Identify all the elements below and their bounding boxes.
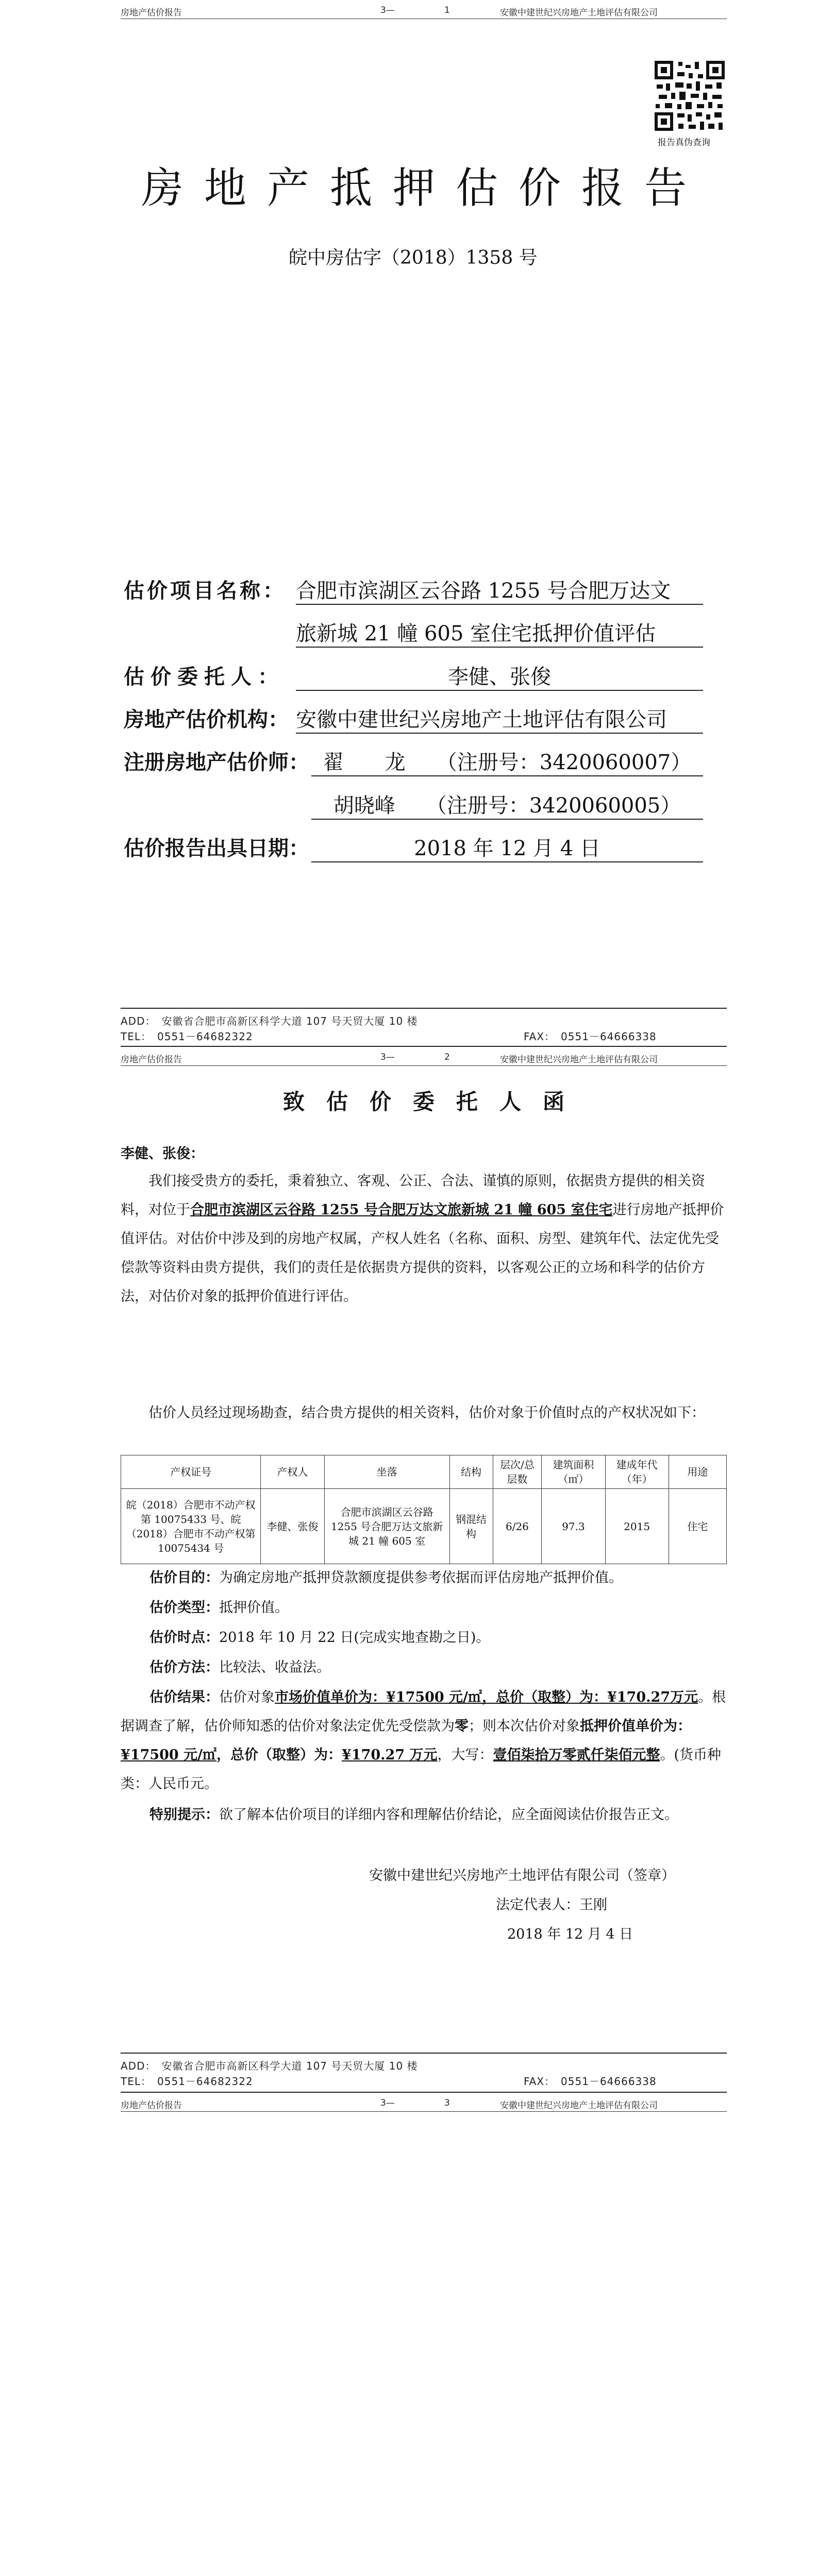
project-line-2: 旅新城 21 幢 605 室住宅抵押价值评估 xyxy=(296,617,703,648)
appraiser-1: 翟 龙 （注册号：3420060007） xyxy=(311,746,703,776)
header-page-num: 3 xyxy=(444,2098,450,2108)
signature-date: 2018 年 12 月 4 日 xyxy=(507,1926,633,1942)
cell-cert-no: 皖（2018）合肥市不动产权第 10075433 号、皖（2018）合肥市不动产权第 10075434 号 xyxy=(121,1489,261,1564)
report-number: 皖中房估字（2018）1358 号 xyxy=(289,247,538,268)
header-page: 3— xyxy=(380,5,395,15)
purpose-row: 估价目的：为确定房地产抵押贷款额度提供参考依据而评估房地产抵押价值。 xyxy=(149,1570,623,1586)
cell-structure: 钢混结构 xyxy=(449,1489,493,1564)
cell-owner: 李健、张俊 xyxy=(261,1489,324,1564)
cell-floor: 6/26 xyxy=(493,1489,542,1564)
date-value: 2018 年 12 月 4 日 xyxy=(311,832,703,862)
header-cell: 产权证号 xyxy=(121,1455,261,1489)
header-left: 房地产估价报告 xyxy=(121,1055,182,1065)
signature-representative: 法定代表人：王刚 xyxy=(496,1897,607,1913)
footer-tel: TEL： 0551－64682322 xyxy=(121,2075,253,2088)
appraiser-2: 胡晓峰 （注册号：3420060005） xyxy=(311,789,703,820)
special-tip: 特别提示：欲了解本估价项目的详细内容和理解估价结论，应全面阅读估价报告正文。 xyxy=(149,1807,678,1823)
header-top-rule xyxy=(121,1046,727,1047)
header-cell: 坐落 xyxy=(324,1455,449,1489)
header-left: 房地产估价报告 xyxy=(121,2100,182,2111)
table-header-row xyxy=(121,1455,727,1489)
header-right: 安徽中建世纪兴房地产土地评估有限公司 xyxy=(500,2100,658,2111)
cell-usage: 住宅 xyxy=(669,1489,726,1564)
header-top-rule xyxy=(121,2092,727,2093)
method-row: 估价方法：比较法、收益法。 xyxy=(149,1659,330,1675)
footer-rule xyxy=(121,1008,727,1009)
header-cell: 结构 xyxy=(449,1455,493,1489)
header-right: 安徽中建世纪兴房地产土地评估有限公司 xyxy=(500,1055,658,1065)
footer-address: ADD： 安徽省合肥市高新区科学大道 107 号天贸大厦 10 楼 xyxy=(121,1015,418,1027)
letter-title: 致 估 价 委 托 人 函 xyxy=(282,1089,564,1114)
footer-fax: FAX： 0551－64666338 xyxy=(524,1030,657,1043)
footer-tel: TEL： 0551－64682322 xyxy=(121,1030,253,1043)
cell-year: 2015 xyxy=(605,1489,669,1564)
client-value: 李健、张俊 xyxy=(296,660,703,691)
header-rule xyxy=(121,1065,727,1066)
agency-label: 房地产估价机构： xyxy=(124,707,289,732)
cell-area: 97.3 xyxy=(542,1489,605,1564)
footer-address: ADD： 安徽省合肥市高新区科学大道 107 号天贸大厦 10 楼 xyxy=(121,2060,418,2072)
project-label: 估价项目名称： xyxy=(124,579,286,603)
date-label: 估价报告出具日期： xyxy=(124,836,309,860)
header-page-num: 2 xyxy=(444,1052,450,1062)
client-label: 估价委托人： xyxy=(124,665,285,689)
qr-code-image xyxy=(655,61,725,131)
appraiser-label: 注册房地产估价师： xyxy=(124,750,309,774)
paragraph-entrustment: 我们接受贵方的委托，秉着独立、客观、公正、合法、谨慎的原则，依据贵方提供的相关资料，对位于合肥市滨湖区云谷路 1255 号合肥万达文旅新城 21 幢 605 室住宅进行房地产抵押价值评估。对估价中涉及到的房地产权属，产权人姓名（名称、面积、房型、建筑年代、法定优先受偿款等资料由贵方提供，我们的责任是依据贵方提供的资料，以客观公正的立场和科学的估价方法，对估价对象的抵押价值进行评估。 xyxy=(121,1173,724,1304)
result-paragraph: 估价结果：估价对象市场价值单价为：¥17500 元/㎡，总价（取整）为：¥170.27万元。根据调查了解，估价师知悉的估价对象法定优先受偿款为零；则本次估价对象抵押价值单价为：¥17500 元/㎡，总价（取整）为：¥170.27 万元，大写：壹佰柒拾万零贰仟柒佰元整。(货币种类：人民币元。 xyxy=(121,1689,726,1792)
header-page: 3— xyxy=(380,1052,395,1062)
cell-location: 合肥市滨湖区云谷路 1255 号合肥万达文旅新城 21 幢 605 室 xyxy=(324,1489,449,1564)
qr-caption: 报告真伪查询 xyxy=(658,138,710,148)
salutation: 李健、张俊： xyxy=(121,1146,204,1162)
page-title: 房地产抵押估价报告 xyxy=(141,164,708,213)
signature-company: 安徽中建世纪兴房地产土地评估有限公司（签章） xyxy=(369,1868,675,1884)
header-rule xyxy=(121,2111,727,2112)
header-cell: 建成年代（年） xyxy=(605,1455,669,1489)
header-cell: 建筑面积（㎡） xyxy=(542,1455,605,1489)
type-row: 估价类型：抵押价值。 xyxy=(149,1600,289,1616)
header-page: 3— xyxy=(380,2098,395,2108)
project-line-1: 合肥市滨湖区云谷路 1255 号合肥万达文 xyxy=(296,574,703,605)
paragraph-survey: 估价人员经过现场勘查，结合贵方提供的相关资料，估价对象于价值时点的产权状况如下： xyxy=(148,1405,705,1421)
header-left: 房地产估价报告 xyxy=(121,8,182,18)
property-table xyxy=(121,1455,727,1564)
agency-value: 安徽中建世纪兴房地产土地评估有限公司 xyxy=(296,703,703,734)
header-page-num: 1 xyxy=(444,5,450,15)
header-cell: 产权人 xyxy=(261,1455,324,1489)
header-right: 安徽中建世纪兴房地产土地评估有限公司 xyxy=(500,8,658,18)
header-cell: 层次/总层数 xyxy=(493,1455,542,1489)
header-cell: 用途 xyxy=(669,1455,726,1489)
footer-rule xyxy=(121,2053,727,2054)
table-row xyxy=(121,1489,727,1564)
footer-fax: FAX： 0551－64666338 xyxy=(524,2075,657,2088)
valuation-time-row: 估价时点：2018 年 10 月 22 日(完成实地查勘之日)。 xyxy=(149,1630,490,1646)
